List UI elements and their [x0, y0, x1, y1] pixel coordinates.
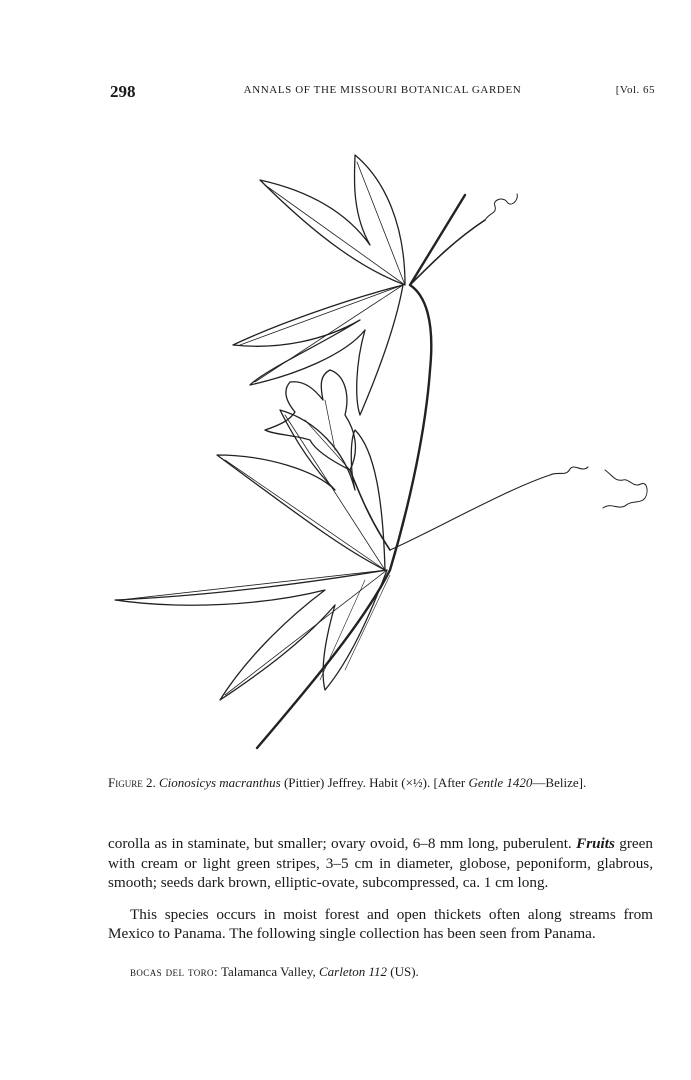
paragraph-description — [108, 834, 653, 893]
fruits-label: Fruits — [576, 835, 615, 852]
herbarium: (US). — [387, 964, 419, 979]
species-name: Cionosicys macranthus — [158, 775, 281, 790]
locality: bocas del toro: — [130, 964, 218, 979]
journal-title: ANNALS OF THE MISSOURI BOTANICAL GARDEN — [243, 84, 522, 96]
page-number: 298 — [110, 82, 136, 101]
leaf-lower-2 — [115, 570, 387, 700]
paragraph-distribution: This species occurs in moist forest and open thickets often along streams from Mexico to Panama. The following single collection has been seen from Panama. — [108, 905, 653, 942]
flower-corolla — [265, 370, 355, 470]
caption-tail: —Belize]. — [532, 775, 587, 790]
site: Talamanca Valley, — [217, 964, 319, 979]
upper-tendril — [485, 194, 517, 220]
main-stem — [257, 195, 465, 748]
description-text-b: green with cream or light green stripes, 3–5 cm in diameter, globose, peponiform, glabrous, smooth; seeds dark brown, elliptic-ovate, subcompressed, ca. 1 cm long. — [108, 835, 653, 891]
description-text-a: corolla as in staminate, but smaller; ovary ovoid, 6–8 mm long, puberulent. — [108, 835, 577, 852]
figure-caption — [108, 774, 653, 792]
leaf-upper-1 — [260, 155, 405, 285]
specimen-citation — [130, 964, 650, 980]
volume-number: [Vol. 65 — [615, 84, 655, 96]
body-text — [108, 834, 653, 944]
botanical-illustration — [105, 150, 650, 760]
figure-label: Figure 2. — [108, 775, 156, 790]
plant-drawing — [105, 150, 650, 760]
running-header — [110, 82, 655, 102]
caption-source: Gentle 1420 — [468, 775, 533, 790]
caption-authority: (Pittier) Jeffrey. Habit (×½). [After — [280, 775, 469, 790]
leaf-upper-2 — [233, 285, 403, 415]
lower-tendril — [390, 467, 588, 550]
collector: Carleton 112 — [318, 964, 387, 979]
leaf-lower-1 — [217, 410, 385, 570]
